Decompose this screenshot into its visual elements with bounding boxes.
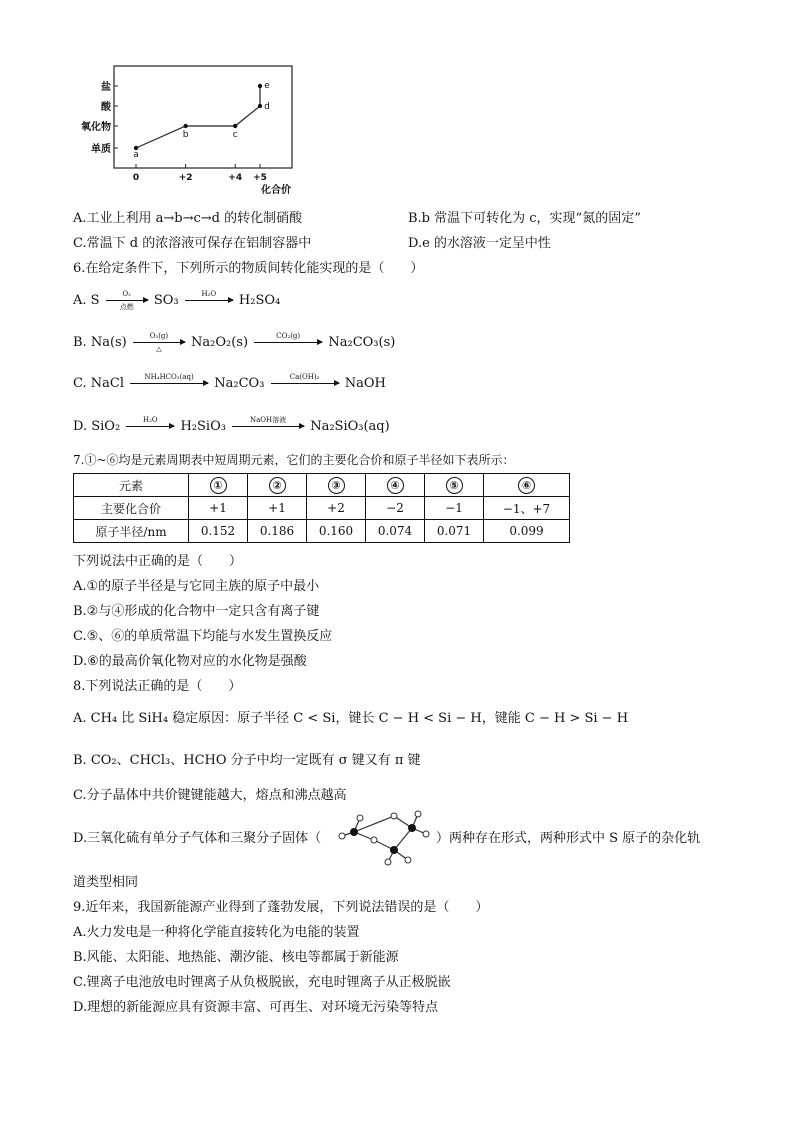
table-row — [74, 520, 570, 543]
q9-stem: 9.近年来，我国新能源产业得到了蓬勃发展，下列说法错误的是（ ） — [73, 900, 489, 915]
q8-option-b: B. CO₂、CHCl₃、HCHO 分子中均一定既有 σ 键又有 π 键 — [73, 753, 421, 768]
q6b-reactant: B. Na(s) — [73, 335, 127, 350]
q5-option-b: B.b 常温下可转化为 c，实现“氮的固定” — [408, 211, 641, 226]
q8-option-c: C.分子晶体中共价键键能越大，熔点和沸点越高 — [73, 788, 347, 803]
q6-stem: 6.在给定条件下，下列所示的物质间转化能实现的是（ ） — [73, 261, 424, 276]
point-label-e: e — [264, 81, 270, 91]
q9-option-c: C.锂离子电池放电时锂离子从负极脱嵌，充电时锂离子从正极脱嵌 — [73, 975, 451, 990]
q7-option-a: A.①的原子半径是与它同主族的原子中最小 — [73, 579, 320, 594]
q7-option-d: D.⑥的最高价氧化物对应的水化物是强酸 — [73, 654, 307, 669]
q6c-mid: Na₂CO₃ — [214, 376, 265, 391]
point-e — [258, 84, 262, 88]
q6b-arrow-2 — [254, 332, 322, 343]
q7-stem: 7.①~⑥均是元素周期表中短周期元素，它们的主要化合价和原子半径如下表所示： — [73, 453, 515, 467]
row-header-radius: 原子半径/nm — [74, 520, 189, 543]
q6-option-b — [73, 334, 395, 352]
q6c-arrow-1 — [130, 373, 208, 384]
element-3: ③ — [307, 474, 366, 497]
q6a-cond-1b: 点燃 — [119, 303, 134, 311]
q6a-cond-2: H₂O — [201, 290, 217, 298]
q6a-product: H₂SO₄ — [238, 293, 281, 308]
q7-option-c: C.⑤、⑥的单质常温下均能与水发生置换反应 — [73, 629, 333, 644]
element-4: ④ — [366, 474, 425, 497]
q6c-reactant: C. NaCl — [73, 376, 124, 391]
q6d-product: Na₂SiO₃(aq) — [310, 419, 390, 434]
q6-option-a — [73, 292, 280, 310]
valence-cell: −1 — [425, 497, 484, 520]
q6d-arrow-2 — [232, 416, 304, 427]
point-label-a: a — [133, 150, 139, 160]
y-tick-label: 氧化物 — [81, 122, 111, 133]
row-header-valence: 主要化合价 — [74, 497, 189, 520]
x-tick-label: +5 — [253, 173, 267, 183]
q6-option-c — [73, 375, 386, 393]
q6d-cond-2: NaOH溶液 — [250, 416, 287, 424]
x-tick-label: +2 — [178, 173, 193, 183]
q7-option-b: B.②与④形成的化合物中一定只含有离子键 — [73, 604, 320, 619]
q6d-cond-1: H₂O — [142, 416, 158, 424]
q9-option-b: B.风能、太阳能、地热能、潮汐能、核电等都属于新能源 — [73, 950, 399, 965]
point-b — [183, 124, 187, 128]
x-axis-label: 化合价 — [261, 185, 291, 196]
table-row — [74, 497, 570, 520]
q8-option-d-part2: ）两种存在形式，两种形式中 S 原子的杂化轨 — [436, 831, 701, 846]
q8-option-a: A. CH₄ 比 SiH₄ 稳定原因：原子半径 C < Si，键长 C − H < Si − H，键能 C − H > Si − H — [73, 711, 629, 726]
q6c-product: NaOH — [344, 376, 386, 391]
so3-trimer-structure-image — [338, 808, 434, 868]
q5-option-a: A.工业上利用 a→b→c→d 的转化制硝酸 — [73, 211, 303, 226]
valence-cell: +2 — [307, 497, 366, 520]
radius-cell: 0.152 — [189, 520, 248, 543]
point-label-b: b — [182, 130, 189, 140]
q6b-cond-2: CO₂(g) — [276, 332, 301, 340]
q8-option-d-part1: D.三氧化硫有单分子气体和三聚分子固体（ — [73, 831, 322, 846]
element-table — [73, 473, 570, 543]
q6b-mid: Na₂O₂(s) — [191, 335, 249, 350]
q6d-arrow-1 — [126, 416, 174, 427]
point-label-d: d — [264, 102, 270, 112]
q7-ask: 下列说法中正确的是（ ） — [73, 554, 243, 569]
point-c — [233, 124, 237, 128]
q6a-mid: SO₃ — [153, 293, 179, 308]
q6a-cond-1: O₂ — [122, 290, 131, 298]
element-6: ⑥ — [484, 474, 570, 497]
element-1: ① — [189, 474, 248, 497]
valence-category-graph — [70, 62, 300, 202]
valence-cell: +1 — [248, 497, 307, 520]
q6c-arrow-2 — [271, 373, 339, 384]
element-2: ② — [248, 474, 307, 497]
valence-cell: +1 — [189, 497, 248, 520]
q5-option-d: D.e 的水溶液一定呈中性 — [408, 236, 551, 251]
q6c-cond-2: Ca(OH)₂ — [289, 373, 320, 381]
q6a-reactant: A. S — [73, 293, 100, 308]
point-d — [258, 104, 262, 108]
table-row — [74, 474, 570, 497]
radius-cell: 0.099 — [484, 520, 570, 543]
valence-cell: −2 — [366, 497, 425, 520]
q6d-reactant: D. SiO₂ — [73, 419, 121, 434]
q8-stem: 8.下列说法正确的是（ ） — [73, 679, 242, 694]
q6b-arrow-1 — [133, 332, 185, 353]
q6a-arrow-1 — [106, 290, 148, 311]
q6a-arrow-2 — [185, 290, 233, 301]
radius-cell: 0.160 — [307, 520, 366, 543]
x-tick-label: +4 — [228, 173, 243, 183]
y-tick-label: 酸 — [101, 102, 111, 113]
q6b-cond-1b: △ — [156, 345, 162, 353]
q6b-product: Na₂CO₃(s) — [328, 335, 396, 350]
point-label-c: c — [232, 130, 238, 140]
q5-option-c: C.常温下 d 的浓溶液可保存在铝制容器中 — [73, 236, 312, 251]
q9-option-d: D.理想的新能源应具有资源丰富、可再生、对环境无污染等特点 — [73, 1000, 439, 1015]
radius-cell: 0.074 — [366, 520, 425, 543]
q6d-mid: H₂SiO₃ — [180, 419, 226, 434]
element-5: ⑤ — [425, 474, 484, 497]
q6b-cond-1: O₂(g) — [149, 332, 169, 340]
q6-option-d — [73, 418, 390, 436]
y-tick-label: 单质 — [91, 144, 111, 155]
row-header-element: 元素 — [74, 474, 189, 497]
q6c-cond-1: NH₄HCO₃(aq) — [144, 373, 194, 381]
y-tick-label: 盐 — [101, 82, 111, 93]
series-line — [136, 106, 260, 148]
q8-option-d-part3: 道类型相同 — [73, 875, 139, 890]
radius-cell: 0.071 — [425, 520, 484, 543]
valence-cell: −1、+7 — [484, 497, 570, 520]
radius-cell: 0.186 — [248, 520, 307, 543]
x-tick-label: 0 — [132, 173, 140, 183]
q9-option-a: A.火力发电是一种将化学能直接转化为电能的装置 — [73, 925, 360, 940]
